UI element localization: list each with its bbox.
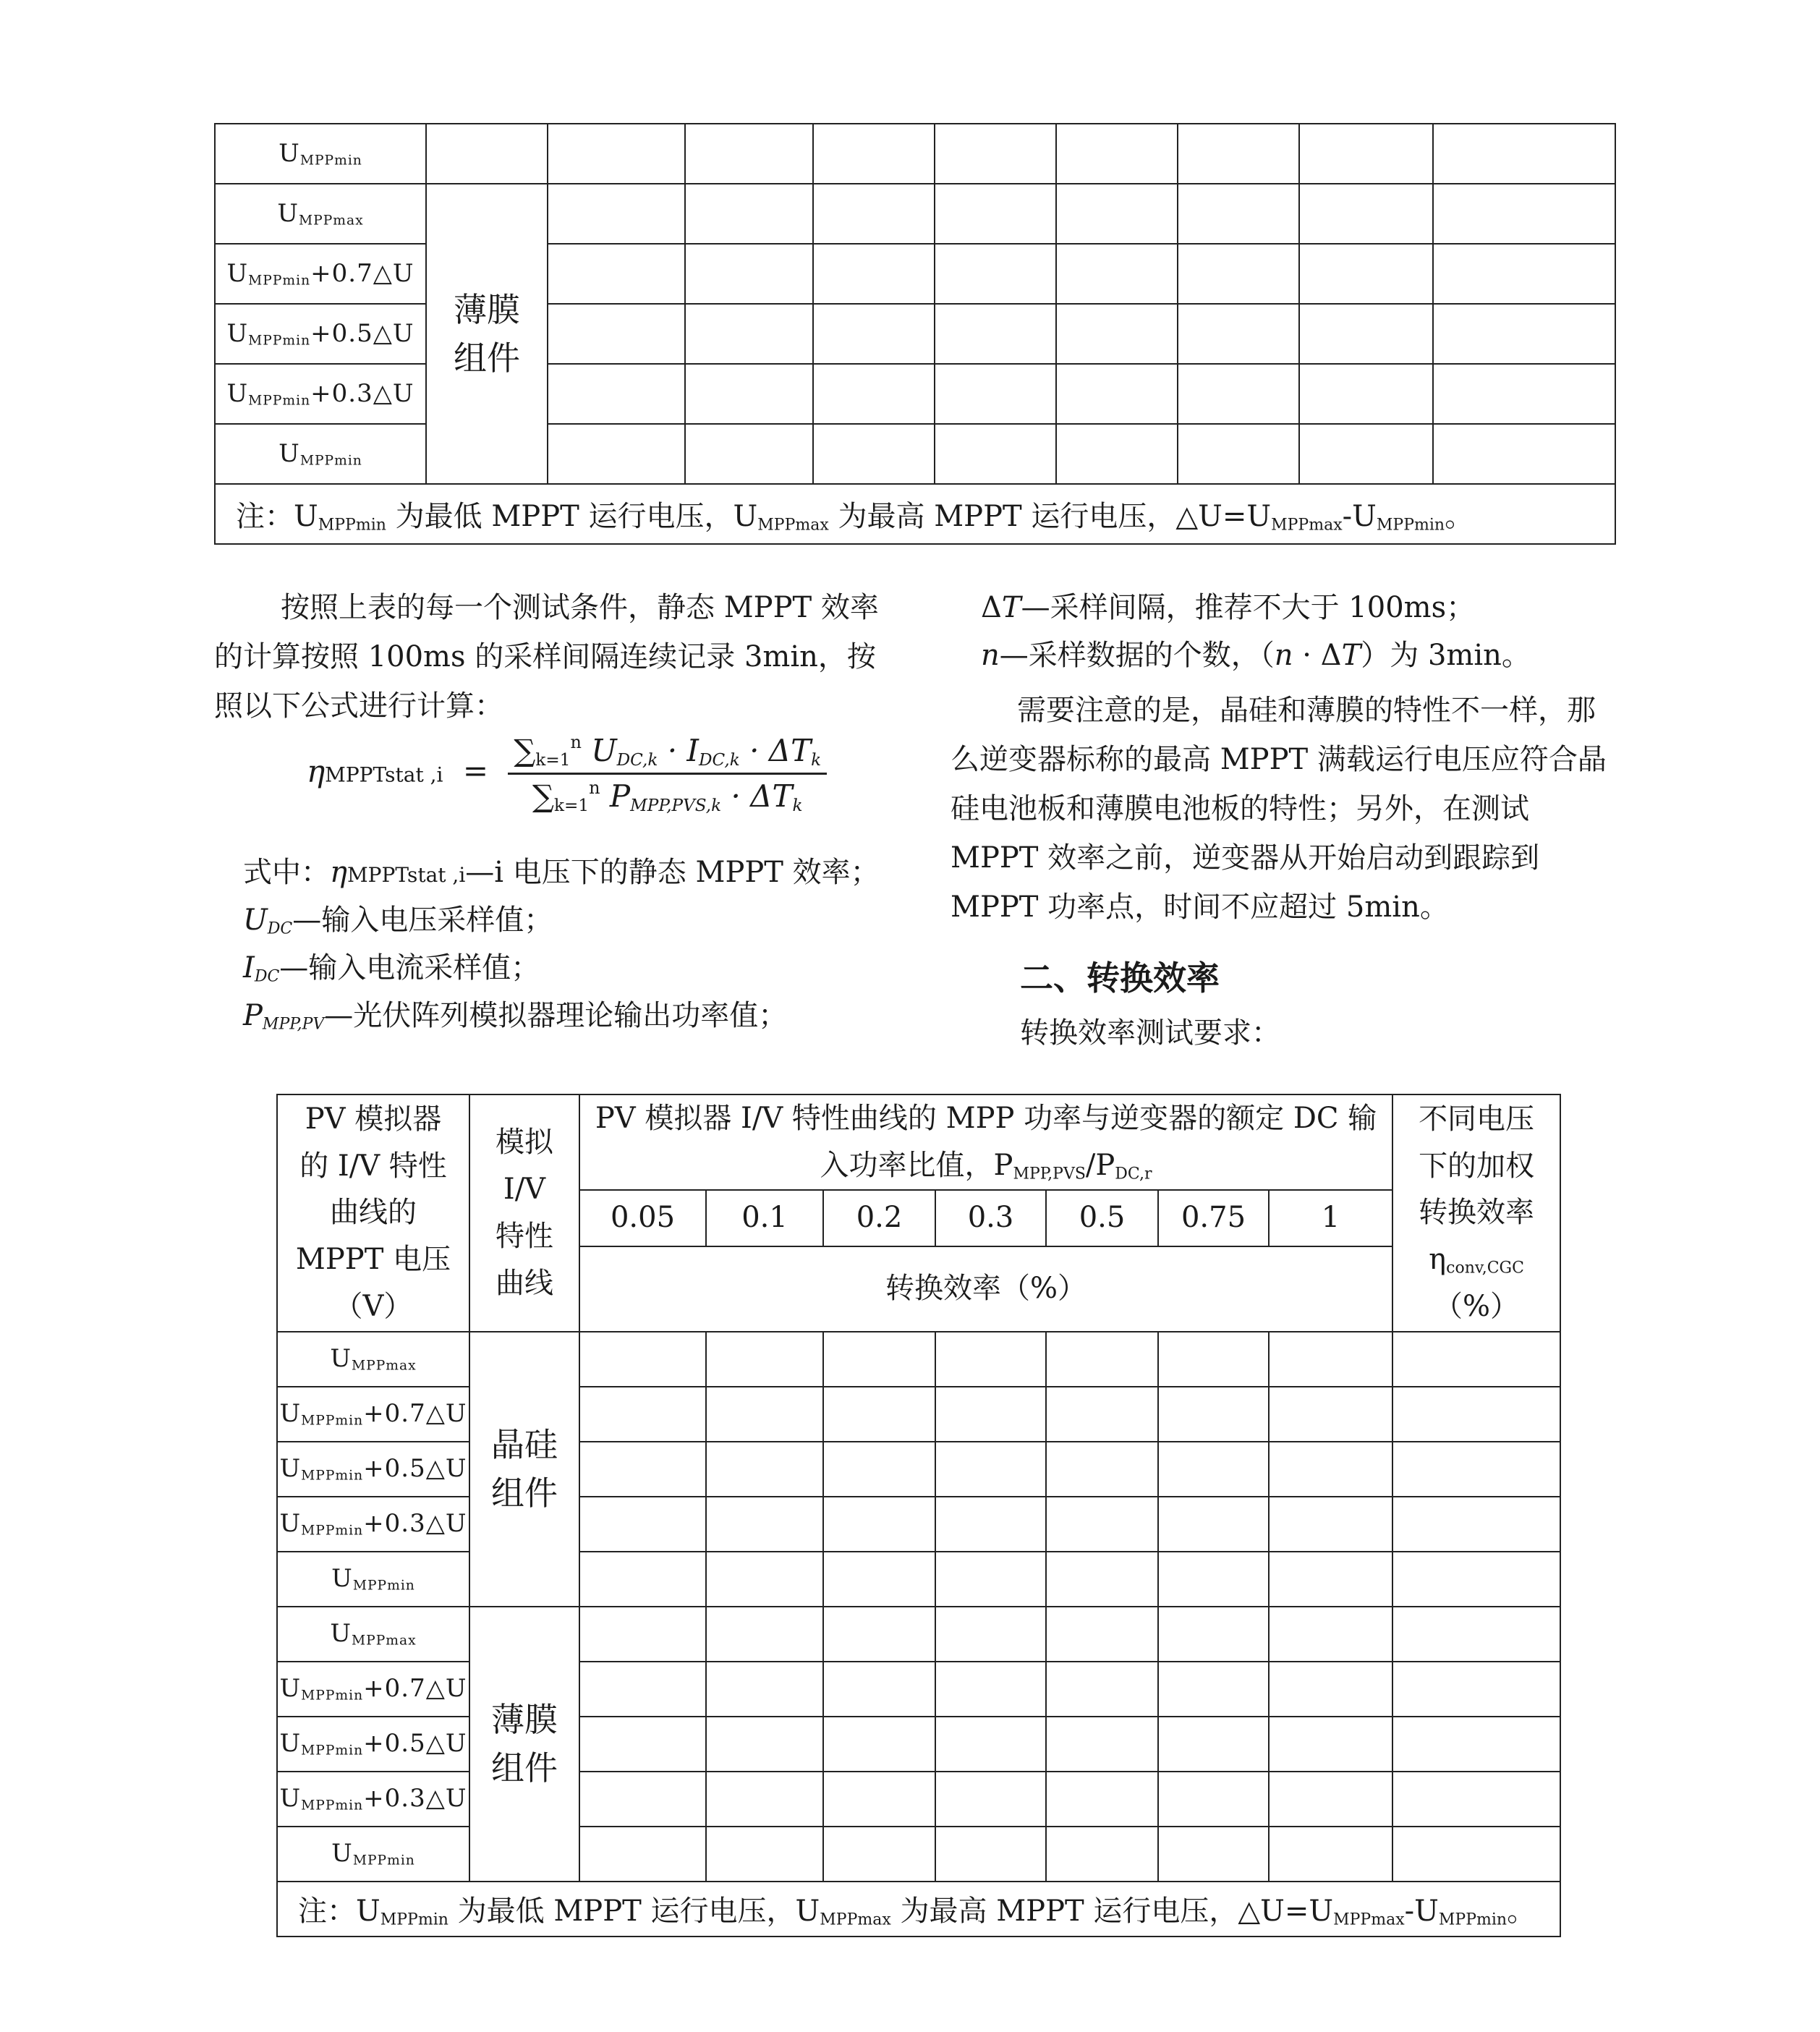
- mppt-table-thin-film: [214, 123, 1616, 545]
- definition-eta: 式中：ηMPPTstat ,i—i 电压下的静态 MPPT 效率；: [243, 856, 880, 889]
- header-iv-curve: 模拟 I/V 特性 曲线: [469, 1094, 579, 1332]
- definition-dt: ΔT—采样间隔，推荐不大于 100ms；: [981, 591, 1476, 624]
- header-efficiency: 转换效率（%）: [579, 1246, 1392, 1332]
- row-label: $U_{MPPmin}+0.7\triangle U$: [215, 244, 426, 304]
- body-paragraph-1: 按照上表的每一个测试条件，静态 MPPT 效率的计算按照 100ms 的采样间隔连续记录 3min，按照以下公式进行计算：: [214, 591, 879, 723]
- row-label: $U_{MPPmin}+0.3\triangle U$: [215, 364, 426, 424]
- definition-udc: $U_{DC}—$输入电压采样值；: [243, 904, 553, 938]
- mppt-formula: ηMPPTstat ,i = $\frac{\sum_{k=1}^n U_{DC,k} \cdot I_{DC,k} \cdot \Delta T_k}{\sum_{k=1}^n P_{MPP,PVS,k} \cdot \Delta T_k}$: [307, 732, 827, 815]
- row-label: $U_{MPPmin}$: [277, 1552, 469, 1607]
- row-label: $U_{MPPmin}+0.3\triangle U$: [277, 1772, 469, 1827]
- definition-n: n—采样数据的个数，（n · ΔT）为 3min。: [981, 639, 1531, 672]
- ratio-header: 0.3: [935, 1190, 1046, 1246]
- ratio-header: 1: [1269, 1190, 1392, 1246]
- ratio-header: 0.75: [1158, 1190, 1269, 1246]
- header-weighted-efficiency: 不同电压 下的加权 转换效率 $\eta_{conv,CGC}$ （%）: [1392, 1094, 1560, 1332]
- ratio-header: 0.1: [706, 1190, 823, 1246]
- group-label-crystalline: 晶硅 组件: [469, 1332, 579, 1607]
- table-note: 注：$U_{MPPmin}$ 为最低 MPPT 运行电压，$U_{MPPmax}$ 为最高 MPPT 运行电压，$\triangle U=U_{MPPmax}-U_{MPPmin}$。: [215, 484, 1615, 544]
- row-label: $U_{MPPmin}+0.5\triangle U$: [277, 1442, 469, 1497]
- body-paragraph-2: 需要注意的是，晶硅和薄膜的特性不一样，那么逆变器标称的最高 MPPT 满载运行电压应符合晶硅电池板和薄膜电池板的特性；另外，在测试 MPPT 效率之前，逆变器从开始启动到跟踪到 MPPT 功率点，时间不应超过 5min。: [951, 694, 1607, 924]
- conversion-efficiency-table: [276, 1094, 1561, 1937]
- ratio-header: 0.2: [823, 1190, 935, 1246]
- row-label: $U_{MPPmin}+0.3\triangle U$: [277, 1497, 469, 1552]
- definition-pmpp: $P_{MPP,PV}—$光伏阵列模拟器理论输出功率值；: [243, 999, 788, 1034]
- row-label: $U_{MPPmin}$: [215, 424, 426, 484]
- section-heading: 二、转换效率: [1020, 958, 1220, 998]
- table-note: 注：$U_{MPPmin}$ 为最低 MPPT 运行电压，$U_{MPPmax}$ 为最高 MPPT 运行电压，$\triangle U=U_{MPPmax}-U_{MPPmin}$。: [277, 1882, 1560, 1937]
- row-label: $U_{MPPmax}$: [277, 1607, 469, 1662]
- row-label: $U_{MPPmin}+0.5\triangle U$: [277, 1717, 469, 1772]
- definition-idc: $I_{DC}—$输入电流采样值；: [243, 951, 540, 986]
- section-subtitle: 转换效率测试要求：: [1020, 1016, 1280, 1050]
- ratio-header: 0.5: [1046, 1190, 1158, 1246]
- row-label: $U_{MPPmax}$: [277, 1332, 469, 1387]
- header-mppt-voltage: PV 模拟器 的 I/V 特性 曲线的 MPPT 电压 （V）: [277, 1094, 469, 1332]
- header-power-ratio: PV 模拟器 I/V 特性曲线的 MPP 功率与逆变器的额定 DC 输 入功率比值，$P_{MPP,PVS}/P_{DC,r}$: [579, 1094, 1392, 1190]
- row-label: $U_{MPPmin}+0.5\triangle U$: [215, 304, 426, 364]
- ratio-header: 0.05: [579, 1190, 706, 1246]
- group-label-thin-film: 薄膜 组件: [469, 1607, 579, 1882]
- row-label: $U_{MPPmax}$: [215, 184, 426, 244]
- group-label-thin-film: 薄膜 组件: [426, 184, 548, 484]
- row-label: $U_{MPPmin}+0.7\triangle U$: [277, 1662, 469, 1717]
- row-label: $U_{MPPmin}$: [277, 1827, 469, 1882]
- row-label: $U_{MPPmin}$: [215, 124, 426, 184]
- row-label: $U_{MPPmin}+0.7\triangle U$: [277, 1387, 469, 1442]
